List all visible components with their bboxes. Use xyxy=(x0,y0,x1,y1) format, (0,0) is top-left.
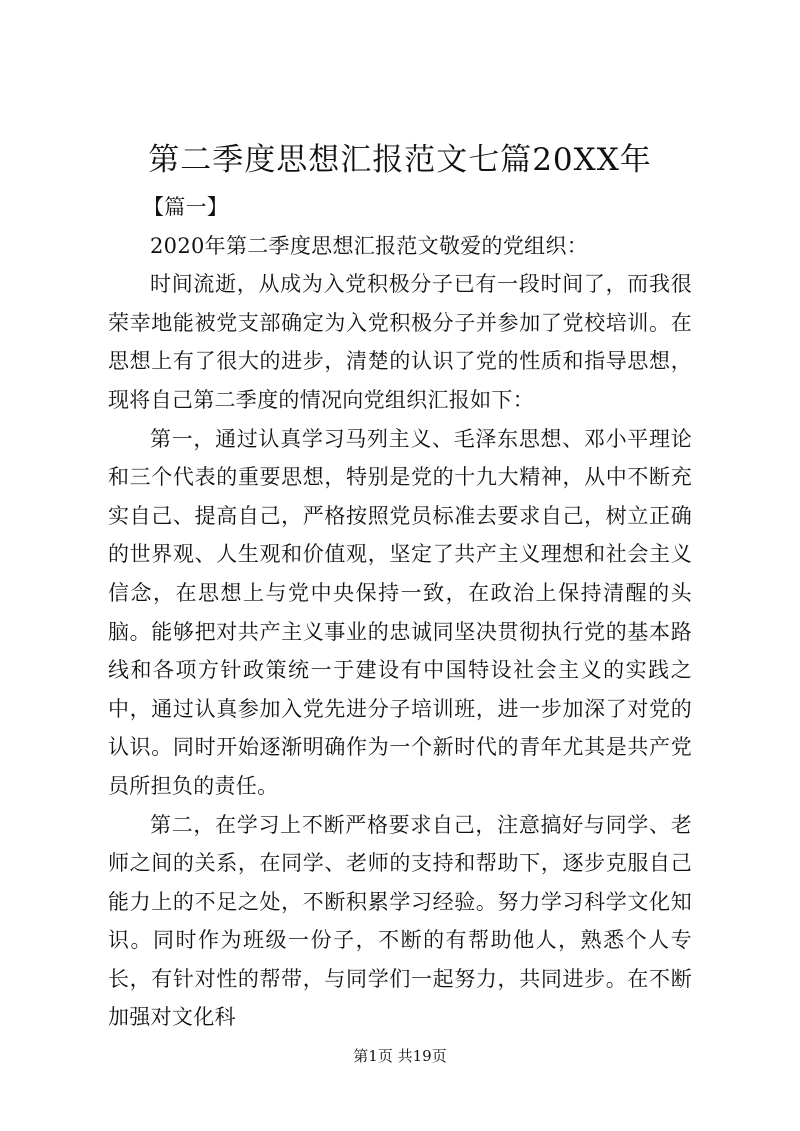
document-title: 第二季度思想汇报范文七篇20XX年 xyxy=(148,142,652,178)
paragraph-second-point: 第二，在学习上不断严格要求自己，注意搞好与同学、老师之间的关系，在同学、老师的支持和帮助下，逐步克服自己能力上的不足之处，不断积累学习经验。努力学习科学文化知识。同时作为班级一份子，不断的有帮助他人，熟悉个人专长，有针对性的帮带，与同学们一起努力，共同进步。在不断加强对文化科 xyxy=(108,812,692,1030)
page-footer: 第1页 共19页 xyxy=(353,1047,447,1065)
section-label: 【篇一】 xyxy=(143,195,229,219)
paragraph-salutation: 2020年第二季度思想汇报范文敬爱的党组织： xyxy=(150,233,589,258)
paragraph-intro: 时间流逝，从成为入党积极分子已有一段时间了，而我很荣幸地能被党支部确定为入党积极分子并参加了党校培训。在思想上有了很大的进步，清楚的认识了党的性质和指导思想，现将自己第二季度的情况向党组织汇报如下： xyxy=(108,272,692,412)
paragraph-first-point: 第一，通过认真学习马列主义、毛泽东思想、邓小平理论和三个代表的重要思想，特别是党的十九大精神，从中不断充实自己、提高自己，严格按照党员标准去要求自己，树立正确的世界观、人生观和价值观，坚定了共产主义理想和社会主义信念，在思想上与党中央保持一致，在政治上保持清醒的头脑。能够把对共产主义事业的忠诚同坚决贯彻执行党的基本路线和各项方针政策统一于建设有中国特设社会主义的实践之中，通过认真参加入党先进分子培训班，进一步加深了对党的认识。同时开始逐渐明确作为一个新时代的青年尤其是共产党员所担负的责任。 xyxy=(108,426,692,798)
document-body xyxy=(108,188,692,1037)
